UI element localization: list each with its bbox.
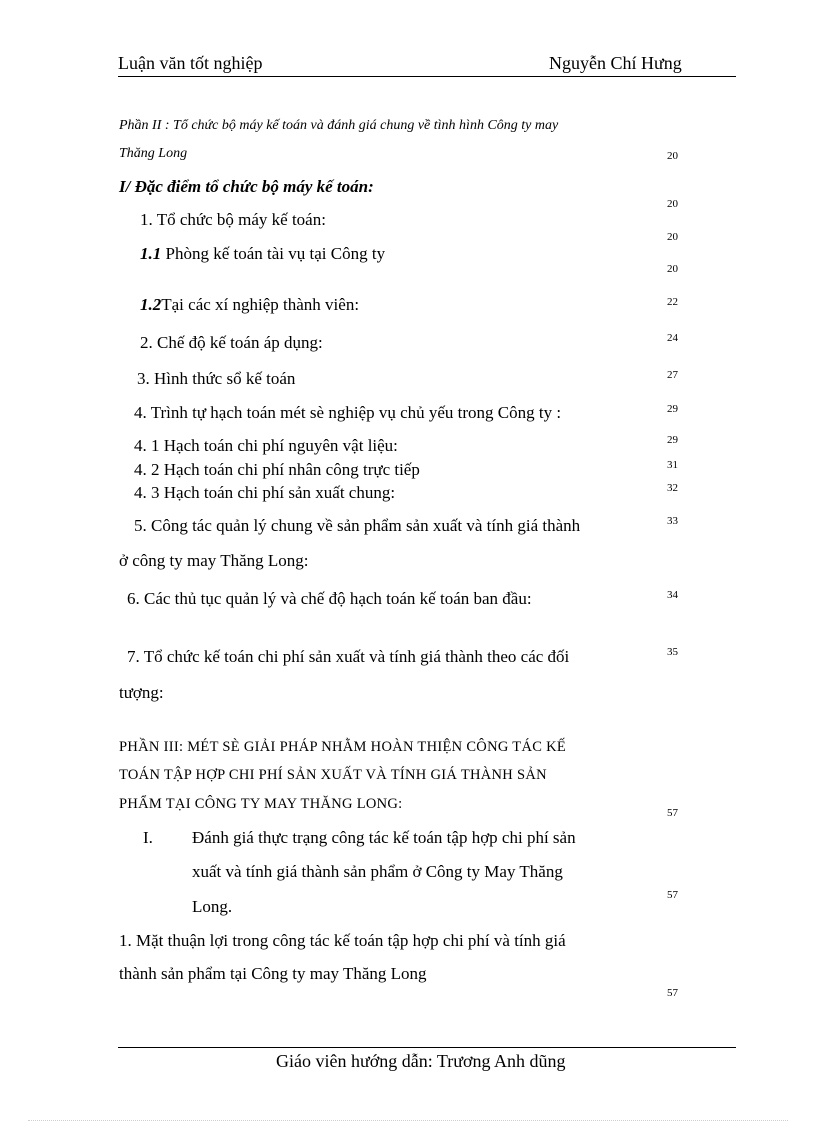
section1-number: I/ [119,177,131,196]
page-number: 20 [667,263,678,275]
toc-item-7-line2: tượng: [119,683,164,702]
toc-item-1-2-number: 1.2 [140,295,162,314]
toc-item-1-2 [140,295,359,315]
section-I-number: I. [143,828,153,847]
toc-item-1-1 [140,244,385,264]
page-number: 29 [667,403,678,415]
section-I-line1: Đánh giá thực trạng công tác kế toán tập hợp chi phí sản [192,828,576,847]
toc-item-2: 2. Chế độ kế toán áp dụng: [140,333,323,352]
page-number: 20 [667,231,678,243]
toc-item-5-line1: 5. Công tác quản lý chung về sản phẩm sản xuất và tính giá thành [134,516,581,535]
section1-heading [119,177,374,197]
header-rule [118,76,736,77]
page-number: 57 [667,987,678,999]
toc-item-4-1: 4. 1 Hạch toán chi phí nguyên vật liệu: [134,436,398,455]
page-number: 33 [667,515,678,527]
page-number: 20 [667,150,678,162]
part3-title-line1: PHẦN III: MÉT SÈ GIẢI PHÁP NHẰM HOÀN THIỆN CÔNG TÁC KẾ [119,739,567,755]
toc-item-5-line2: ở công ty may Thăng Long: [119,551,309,570]
page-number: 32 [667,482,678,494]
toc-item-4-2: 4. 2 Hạch toán chi phí nhân công trực tiếp [134,460,420,479]
page-number: 29 [667,434,678,446]
footer-rule [118,1047,736,1048]
toc-item-7-line1: 7. Tổ chức kế toán chi phí sản xuất và tính giá thành theo các đối [127,647,570,666]
toc-item-1: 1. Tổ chức bộ máy kế toán: [140,210,326,229]
part3-title-line3: PHẨM TẠI CÔNG TY MAY THĂNG LONG: [119,796,403,812]
toc-item-1-1-number: 1.1 [140,244,162,263]
toc-item-1-1-text: Phòng kế toán tài vụ tại Công ty [161,244,386,263]
toc-item-3: 3. Hình thức sổ kế toán [137,369,296,388]
part2-title-line2: Thăng Long [119,146,188,161]
section-I-line3: Long. [192,897,233,916]
part3-title-line2: TOÁN TẬP HỢP CHI PHÍ SẢN XUẤT VÀ TÍNH GIÁ THÀNH SẢN [119,767,547,783]
part2-title-line1: Phần II : Tổ chức bộ máy kế toán và đánh giá chung về tình hình Công ty may [119,118,559,133]
toc-item-1-2-text: Tại các xí nghiệp thành viên: [161,295,360,314]
page-number: 35 [667,646,678,658]
page-number: 57 [667,807,678,819]
page-number: 31 [667,459,678,471]
page-number: 57 [667,889,678,901]
toc-item-4: 4. Trình tự hạch toán mét sè nghiệp vụ chủ yếu trong Công ty : [134,403,562,422]
subsection-1-line1: 1. Mặt thuận lợi trong công tác kế toán tập hợp chi phí và tính giá [119,931,566,950]
header-right-text: Nguyễn Chí Hưng [549,53,682,73]
page-number: 24 [667,332,678,344]
header-left-text: Luận văn tốt nghiệp [118,53,263,73]
toc-item-4-3: 4. 3 Hạch toán chi phí sản xuất chung: [134,483,396,502]
page-bottom-dotted-border [28,1120,788,1121]
footer-text: Giáo viên hướng dẫn: Trương Anh dũng [276,1051,566,1071]
section1-title: Đặc điểm tổ chức bộ máy kế toán: [134,177,374,196]
page-number: 34 [667,589,678,601]
page-number: 22 [667,296,678,308]
toc-item-6: 6. Các thủ tục quản lý và chế độ hạch toán kế toán ban đầu: [127,589,532,608]
page-number: 27 [667,369,678,381]
section-I-line2: xuất và tính giá thành sản phẩm ở Công ty May Thăng [192,862,563,881]
subsection-1-line2: thành sản phẩm tại Công ty may Thăng Long [119,964,427,983]
page-number: 20 [667,198,678,210]
